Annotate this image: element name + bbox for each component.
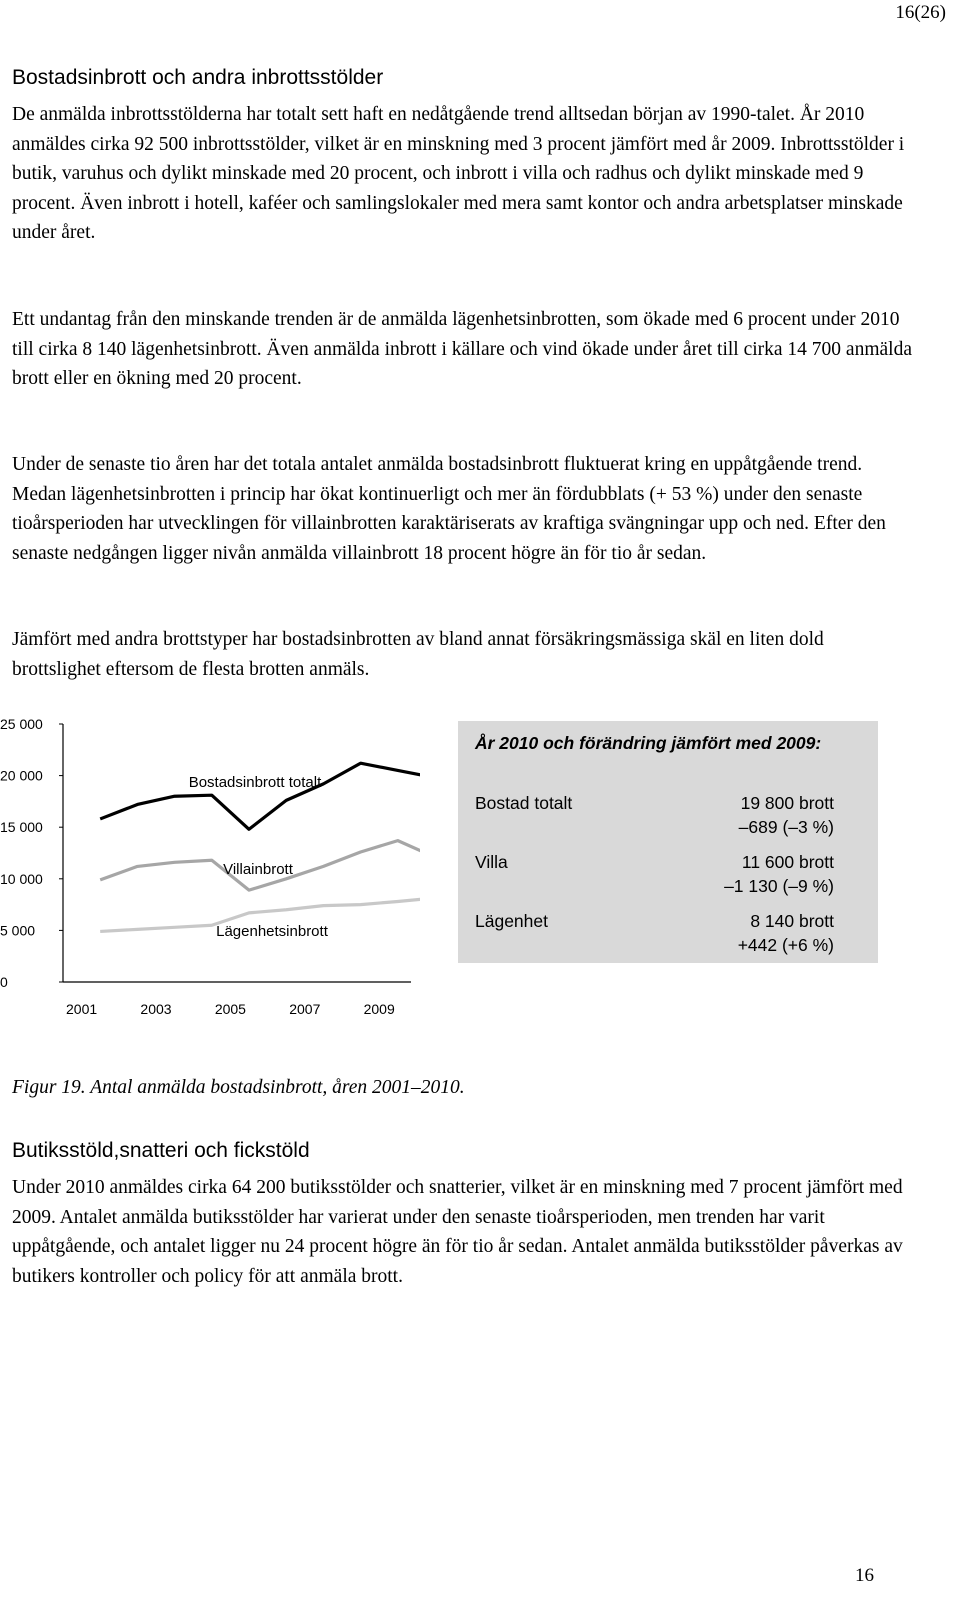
series-label-apartment: Lägenhetsinbrott xyxy=(216,923,328,940)
series-label-total: Bostadsinbrott totalt xyxy=(188,774,322,791)
page-number-bottom: 16 xyxy=(855,1565,874,1586)
y-tick-label: 5 000 xyxy=(0,922,36,939)
summary-label-apartment: Lägenhet xyxy=(475,911,548,931)
summary-count-villa: 11 600 brott xyxy=(741,852,834,872)
summary-count-total: 19 800 brott xyxy=(740,793,834,813)
summary-label-total: Bostad totalt xyxy=(475,793,573,813)
y-tick-label: 20 000 xyxy=(0,767,43,784)
series-label-villa: Villainbrott xyxy=(223,861,293,878)
summary-change-total: –689 (–3 %) xyxy=(738,817,834,837)
y-tick-label: 25 000 xyxy=(0,716,43,732)
x-tick-label: 2009 xyxy=(363,1001,395,1017)
paragraph-burglary-1: De anmälda inbrottsstölderna har totalt sett haft en nedåtgående trend alltsedan början av 1990-talet. År 2010 anmäldes cirka 92 500 inbrottsstölder, vilket är en minskning med 3 procent jämfört med år 2009. Inbrottsstölder i butik, varuhus och dylikt minskade med 20 procent, och inbrott i villa och radhus och dylikt minskade med 9 procent. Även inbrott i hotell, kaféer och samlingslokaler med mera samt kontor och andra arbetsplatser minskade under året. xyxy=(12,104,905,243)
burglary-line-chart xyxy=(0,712,420,1027)
summary-box xyxy=(458,721,878,963)
summary-change-apartment: +442 (+6 %) xyxy=(737,935,834,955)
x-tick-label: 2005 xyxy=(214,1001,246,1017)
summary-value-total xyxy=(739,791,834,839)
y-tick-label: 15 000 xyxy=(0,819,43,836)
summary-label-villa: Villa xyxy=(475,852,508,872)
summary-count-apartment: 8 140 brott xyxy=(750,911,834,931)
paragraph-burglary-4: Jämfört med andra brottstyper har bostadsinbrotten av bland annat försäkringsmässiga skäl en liten dold brottslighet eftersom de flesta brotten anmäls. xyxy=(12,629,824,680)
page-number-top: 16(26) xyxy=(895,2,946,23)
y-tick-label: 0 xyxy=(0,974,8,990)
section-heading-burglary: Bostadsinbrott och andra inbrottsstölder xyxy=(12,66,384,89)
paragraph-burglary-2: Ett undantag från den minskande trenden är de anmälda lägenhetsinbrotten, som ökade med 6 procent under 2010 till cirka 8 140 lägenhetsinbrott. Även anmälda inbrott i källare och vind ökade under året till cirka 14 700 anmälda brott eller en ökning med 20 procent. xyxy=(12,309,912,389)
y-tick-label: 10 000 xyxy=(0,870,43,887)
x-tick-label: 2003 xyxy=(140,1001,172,1017)
section-heading-shoplifting: Butiksstöld,snatteri och fickstöld xyxy=(12,1139,310,1162)
figure-caption: Figur 19. Antal anmälda bostadsinbrott, åren 2001–2010. xyxy=(12,1077,465,1098)
summary-box-title: År 2010 och förändring jämfört med 2009: xyxy=(475,733,822,753)
summary-value-apartment xyxy=(738,909,834,957)
x-tick-label: 2001 xyxy=(66,1001,98,1017)
paragraph-shoplifting: Under 2010 anmäldes cirka 64 200 butiksstölder och snatterier, vilket är en minskning med 7 procent jämfört med 2009. Antalet anmälda butiksstölder har varierat under den senaste tioårsperioden, men trenden har varit uppåtgående, och antalet ligger nu 24 procent högre än för tio år sedan. Antalet anmälda butiksstölder påverkas av butikers kontroller och policy för att anmäla brott. xyxy=(12,1177,903,1287)
summary-change-villa: –1 130 (–9 %) xyxy=(724,876,834,896)
summary-value-villa xyxy=(724,850,834,898)
x-tick-label: 2007 xyxy=(289,1001,321,1017)
paragraph-burglary-3: Under de senaste tio åren har det totala antalet anmälda bostadsinbrott fluktuerat kring en uppåtgående trend. Medan lägenhetsinbrotten i princip har ökat kontinuerligt och mer än fördubblats (+ 53 %) under den senaste tioårsperioden har utvecklingen för villainbrotten karaktäriserats av kraftiga svängningar upp och ned. Efter den senaste nedgången ligger nivån anmälda villainbrott 18 procent högre än för tio år sedan. xyxy=(12,454,886,564)
